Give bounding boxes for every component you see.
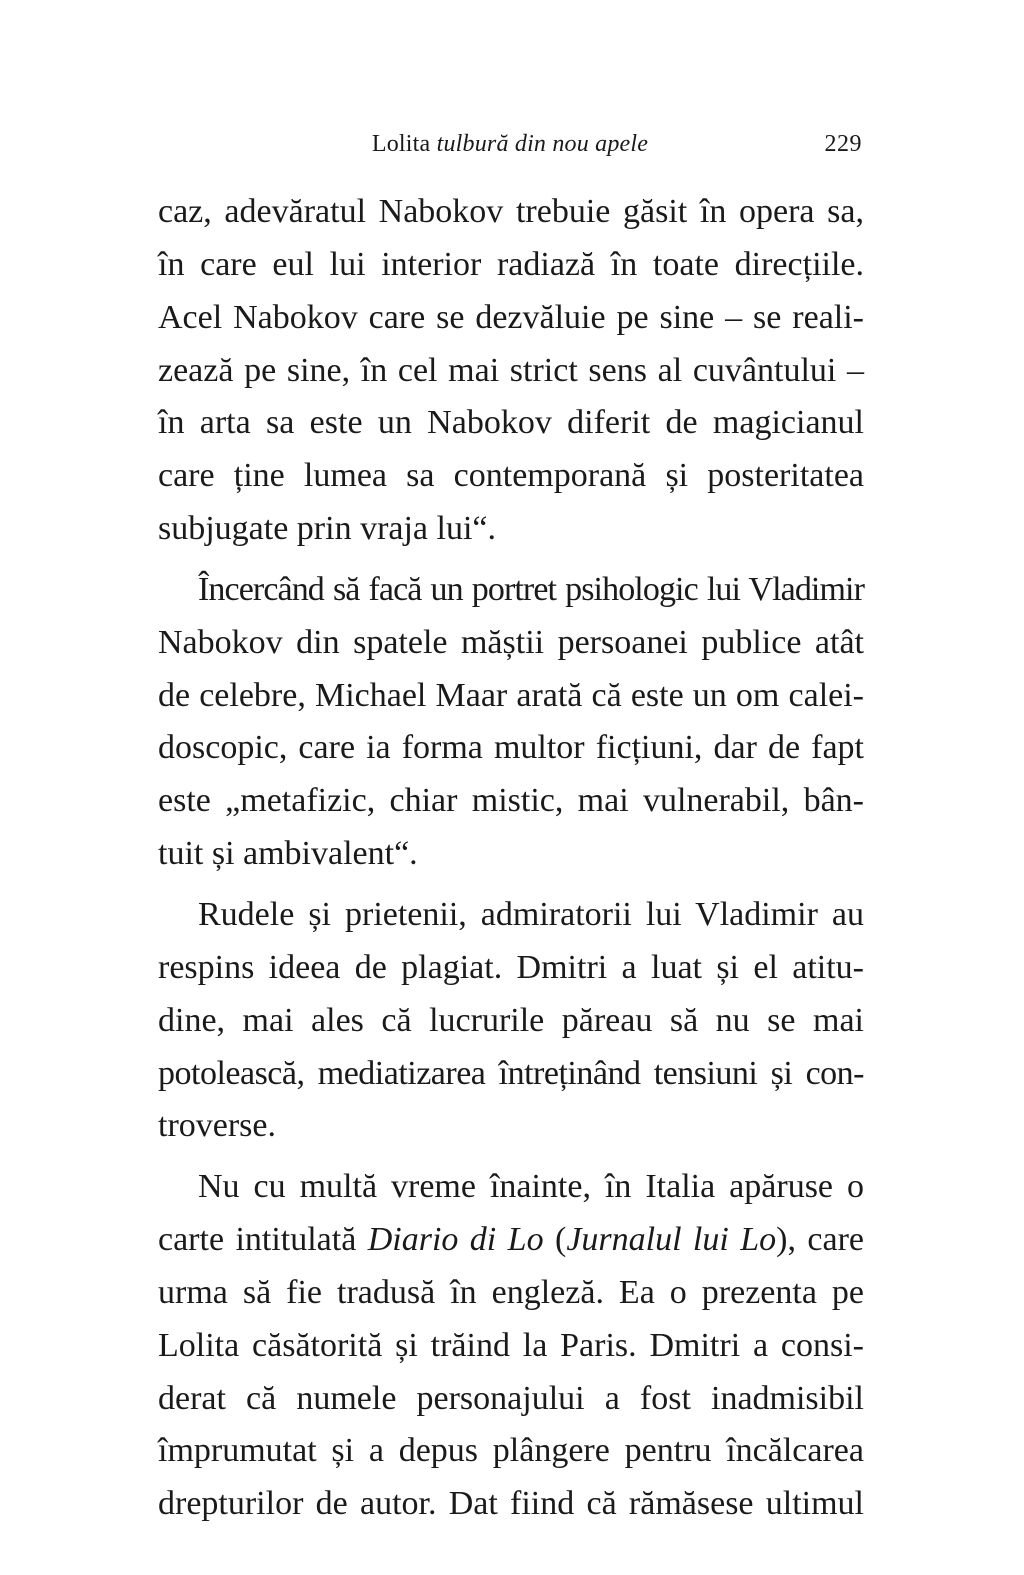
running-title-italic: tulbură din nou apele xyxy=(436,131,649,157)
text-line: tuit și ambivalent“. xyxy=(158,835,418,873)
text-line: este „metafizic, chiar mistic, mai vulnerabil, bân- xyxy=(158,782,864,820)
text-run: carte intitulată xyxy=(158,1221,368,1259)
text-line: subjugate prin vraja lui“. xyxy=(158,510,497,548)
text-line: Încercând să facă un portret psihologic lui Vladimir xyxy=(198,570,864,608)
paragraph xyxy=(158,1161,864,1531)
body-text xyxy=(158,186,864,1531)
text-line xyxy=(158,1214,864,1267)
page-number: 229 xyxy=(824,131,862,157)
text-line: care ține lumea sa contemporană și posteritatea xyxy=(158,457,864,495)
text-line: Nu cu multă vreme înainte, în Italia apăruse o xyxy=(198,1168,864,1206)
text-line: potolească, mediatizarea întreținând tensiuni și con- xyxy=(158,1054,864,1092)
text-line: în arta sa este un Nabokov diferit de magicianul xyxy=(158,404,864,442)
paragraph-gap xyxy=(158,556,864,564)
text-line: caz, adevăratul Nabokov trebuie găsit în opera sa, xyxy=(158,193,864,230)
text-line: în care eul lui interior radiază în toate direcțiile. xyxy=(158,245,864,283)
text-line: împrumutat și a depus plângere pentru încălcarea xyxy=(158,1432,864,1470)
paragraph xyxy=(158,889,864,1153)
text-line: Acel Nabokov care se dezvăluie pe sine – se reali- xyxy=(158,298,864,336)
running-title-prefix: Lolita xyxy=(371,131,431,157)
italic-title: Jurnalul lui Lo xyxy=(566,1221,777,1259)
text-line: zează pe sine, în cel mai strict sens al cuvântului – xyxy=(158,351,864,389)
text-line: dine, mai ales că lucrurile păreau să nu se mai xyxy=(158,1001,864,1039)
text-line: Nabokov din spatele măștii persoanei publice atât xyxy=(158,623,864,661)
paragraph xyxy=(158,186,864,556)
text-line: Lolita căsătorită și trăind la Paris. Dmitri a consi- xyxy=(158,1326,864,1364)
text-line: troverse. xyxy=(158,1107,277,1145)
paragraph-gap xyxy=(158,1153,864,1161)
text-line: de celebre, Michael Maar arată că este un om calei- xyxy=(158,676,864,714)
text-run: ( xyxy=(543,1221,567,1259)
text-line: doscopic, care ia forma multor ficțiuni, dar de fapt xyxy=(158,729,864,767)
text-line: drepturilor de autor. Dat fiind că rămăsese ultimul xyxy=(158,1485,864,1523)
text-line: urma să fie tradusă în engleză. Ea o prezenta pe xyxy=(158,1273,864,1311)
text-line: derat că numele personajului a fost inadmisibil xyxy=(158,1379,864,1417)
running-head xyxy=(158,124,862,164)
text-line: Rudele și prietenii, admiratorii lui Vladimir au xyxy=(198,895,864,933)
italic-title: Diario di Lo xyxy=(367,1221,544,1259)
text-line: respins ideea de plagiat. Dmitri a luat și el atitu- xyxy=(158,948,864,986)
paragraph-gap xyxy=(158,881,864,889)
running-title xyxy=(158,124,862,164)
text-run: ), care xyxy=(776,1221,864,1259)
paragraph xyxy=(158,564,864,881)
